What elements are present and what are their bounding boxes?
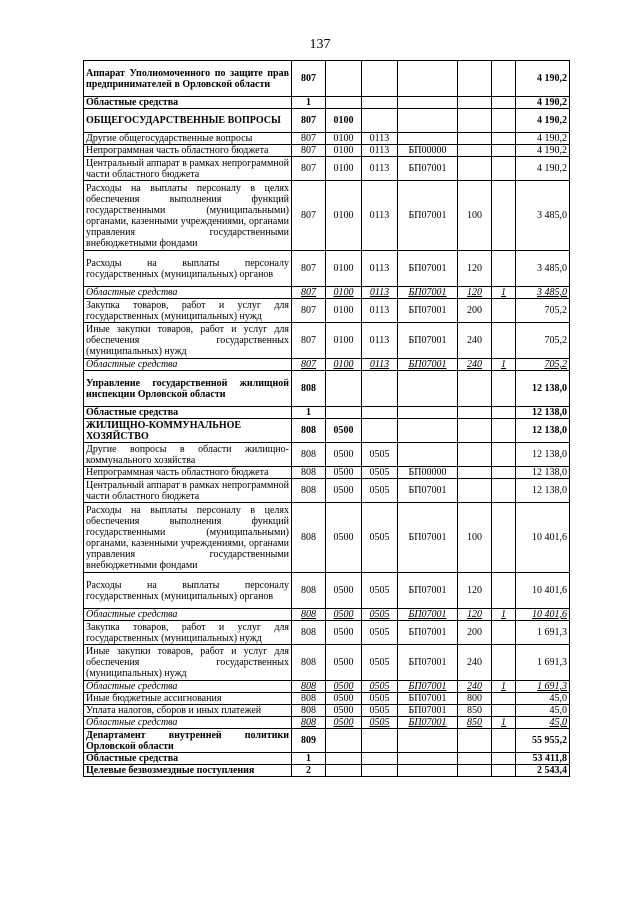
row-amount-cell: 705,2 (516, 359, 570, 371)
row-source-cell: 1 (492, 287, 516, 299)
row-target-article-cell (398, 753, 458, 765)
row-source-cell (492, 573, 516, 609)
row-source-cell: 1 (492, 681, 516, 693)
row-subsection-cell: 0113 (362, 287, 398, 299)
row-target-article-cell: БП07001 (398, 681, 458, 693)
row-amount-cell: 1 691,3 (516, 645, 570, 681)
row-expense-type-cell: 100 (458, 181, 492, 251)
row-subsection-cell: 0505 (362, 609, 398, 621)
row-source-cell (492, 479, 516, 503)
row-source-cell (492, 133, 516, 145)
row-expense-type-cell (458, 407, 492, 419)
row-expense-type-cell: 850 (458, 705, 492, 717)
row-source-cell (492, 323, 516, 359)
row-target-article-cell: БП07001 (398, 705, 458, 717)
table-row (84, 287, 570, 299)
row-target-article-cell: БП07001 (398, 573, 458, 609)
page-number: 137 (309, 37, 331, 52)
row-source-cell (492, 251, 516, 287)
table-row (84, 323, 570, 359)
row-expense-type-cell: 200 (458, 621, 492, 645)
row-subsection-cell (362, 407, 398, 419)
row-amount-cell: 705,2 (516, 299, 570, 323)
table-row (84, 609, 570, 621)
row-expense-type-cell (458, 145, 492, 157)
row-subsection-cell: 0113 (362, 323, 398, 359)
row-source-cell: 1 (492, 609, 516, 621)
row-expense-type-cell (458, 443, 492, 467)
row-source-cell (492, 753, 516, 765)
row-target-article-cell (398, 61, 458, 97)
row-subsection-cell: 0505 (362, 573, 398, 609)
row-section-cell: 0100 (326, 287, 362, 299)
row-subsection-cell (362, 729, 398, 753)
table-row (84, 467, 570, 479)
row-admin-code-cell: 807 (292, 145, 326, 157)
row-name-cell: Аппарат Уполномоченного по защите прав предпринимателей в Орловской области (84, 61, 292, 97)
row-section-cell (326, 97, 362, 109)
row-source-cell (492, 157, 516, 181)
row-amount-cell: 2 543,4 (516, 765, 570, 777)
row-admin-code-cell: 808 (292, 681, 326, 693)
row-source-cell (492, 693, 516, 705)
row-admin-code-cell: 808 (292, 609, 326, 621)
row-amount-cell: 12 138,0 (516, 467, 570, 479)
table-row (84, 765, 570, 777)
row-section-cell (326, 729, 362, 753)
row-name-cell: Центральный аппарат в рамках непрограммной части областного бюджета (84, 479, 292, 503)
table-row (84, 97, 570, 109)
row-admin-code-cell: 807 (292, 157, 326, 181)
row-amount-cell: 1 691,3 (516, 681, 570, 693)
row-name-cell: Непрограммная часть областного бюджета (84, 467, 292, 479)
row-expense-type-cell (458, 371, 492, 407)
row-subsection-cell: 0505 (362, 621, 398, 645)
row-amount-cell: 4 190,2 (516, 97, 570, 109)
row-subsection-cell: 0505 (362, 645, 398, 681)
row-source-cell (492, 145, 516, 157)
row-amount-cell: 3 485,0 (516, 251, 570, 287)
table-row (84, 729, 570, 753)
row-section-cell: 0100 (326, 109, 362, 133)
row-target-article-cell: БП07001 (398, 645, 458, 681)
row-subsection-cell (362, 109, 398, 133)
row-subsection-cell (362, 61, 398, 97)
row-admin-code-cell: 807 (292, 181, 326, 251)
table-row (84, 299, 570, 323)
row-target-article-cell: БП07001 (398, 251, 458, 287)
row-admin-code-cell: 808 (292, 503, 326, 573)
row-target-article-cell: БП07001 (398, 287, 458, 299)
row-section-cell: 0500 (326, 503, 362, 573)
row-expense-type-cell: 240 (458, 681, 492, 693)
row-name-cell: Другие вопросы в области жилищно-коммунального хозяйства (84, 443, 292, 467)
row-name-cell: Департамент внутренней политики Орловской области (84, 729, 292, 753)
row-subsection-cell (362, 97, 398, 109)
row-expense-type-cell: 240 (458, 323, 492, 359)
row-section-cell: 0500 (326, 609, 362, 621)
row-expense-type-cell: 800 (458, 693, 492, 705)
row-source-cell (492, 109, 516, 133)
table-row (84, 251, 570, 287)
budget-table (83, 60, 570, 777)
row-amount-cell: 12 138,0 (516, 371, 570, 407)
row-section-cell (326, 765, 362, 777)
table-row (84, 181, 570, 251)
row-admin-code-cell: 808 (292, 645, 326, 681)
row-target-article-cell (398, 109, 458, 133)
row-name-cell: Расходы на выплаты персоналу государственных (муниципальных) органов (84, 573, 292, 609)
row-name-cell: Иные бюджетные ассигнования (84, 693, 292, 705)
row-expense-type-cell: 120 (458, 251, 492, 287)
row-target-article-cell (398, 765, 458, 777)
row-subsection-cell (362, 765, 398, 777)
row-name-cell: Расходы на выплаты персоналу в целях обеспечения выполнения функций государственными (муниципальными) органами, казенными учреждениями, органами управления государственными внебюджетными фондами (84, 503, 292, 573)
row-name-cell: Областные средства (84, 97, 292, 109)
row-target-article-cell (398, 133, 458, 145)
row-name-cell: Областные средства (84, 681, 292, 693)
row-subsection-cell: 0505 (362, 717, 398, 729)
table-row (84, 133, 570, 145)
table-row (84, 573, 570, 609)
row-admin-code-cell: 808 (292, 693, 326, 705)
row-source-cell: 1 (492, 717, 516, 729)
row-section-cell: 0500 (326, 621, 362, 645)
table-row (84, 753, 570, 765)
row-section-cell: 0100 (326, 157, 362, 181)
row-admin-code-cell: 2 (292, 765, 326, 777)
row-source-cell (492, 407, 516, 419)
row-source-cell (492, 705, 516, 717)
row-admin-code-cell: 809 (292, 729, 326, 753)
row-amount-cell: 10 401,6 (516, 609, 570, 621)
row-section-cell (326, 753, 362, 765)
row-subsection-cell: 0505 (362, 503, 398, 573)
row-amount-cell: 53 411,8 (516, 753, 570, 765)
row-target-article-cell (398, 729, 458, 753)
row-amount-cell: 12 138,0 (516, 479, 570, 503)
row-name-cell: Областные средства (84, 407, 292, 419)
row-name-cell: Закупка товаров, работ и услуг для государственных (муниципальных) нужд (84, 299, 292, 323)
row-expense-type-cell (458, 109, 492, 133)
row-subsection-cell (362, 371, 398, 407)
row-admin-code-cell: 808 (292, 705, 326, 717)
row-amount-cell: 45,0 (516, 693, 570, 705)
row-admin-code-cell: 807 (292, 61, 326, 97)
row-target-article-cell: БП07001 (398, 693, 458, 705)
table-row (84, 359, 570, 371)
row-amount-cell: 4 190,2 (516, 133, 570, 145)
row-section-cell (326, 61, 362, 97)
row-name-cell: ЖИЛИЩНО-КОММУНАЛЬНОЕ ХОЗЯЙСТВО (84, 419, 292, 443)
row-section-cell: 0500 (326, 645, 362, 681)
row-section-cell: 0100 (326, 359, 362, 371)
row-expense-type-cell: 120 (458, 573, 492, 609)
row-subsection-cell: 0113 (362, 133, 398, 145)
row-name-cell: Непрограммная часть областного бюджета (84, 145, 292, 157)
row-section-cell: 0500 (326, 705, 362, 717)
row-source-cell (492, 645, 516, 681)
table-row (84, 157, 570, 181)
row-expense-type-cell: 240 (458, 645, 492, 681)
row-target-article-cell: БП07001 (398, 157, 458, 181)
row-expense-type-cell (458, 133, 492, 145)
row-name-cell: Центральный аппарат в рамках непрограммной части областного бюджета (84, 157, 292, 181)
row-name-cell: Областные средства (84, 717, 292, 729)
row-subsection-cell: 0113 (362, 145, 398, 157)
row-amount-cell: 12 138,0 (516, 443, 570, 467)
table-row (84, 621, 570, 645)
row-target-article-cell (398, 407, 458, 419)
row-admin-code-cell: 808 (292, 621, 326, 645)
row-expense-type-cell: 120 (458, 287, 492, 299)
row-expense-type-cell (458, 157, 492, 181)
table-row (84, 479, 570, 503)
row-admin-code-cell: 807 (292, 359, 326, 371)
row-expense-type-cell: 200 (458, 299, 492, 323)
row-admin-code-cell: 807 (292, 251, 326, 287)
row-subsection-cell: 0113 (362, 157, 398, 181)
row-amount-cell: 45,0 (516, 717, 570, 729)
row-name-cell: Областные средства (84, 359, 292, 371)
table-row (84, 443, 570, 467)
row-section-cell: 0500 (326, 693, 362, 705)
table-row (84, 371, 570, 407)
row-subsection-cell: 0505 (362, 681, 398, 693)
row-source-cell (492, 503, 516, 573)
row-admin-code-cell: 807 (292, 323, 326, 359)
row-amount-cell: 10 401,6 (516, 503, 570, 573)
row-subsection-cell: 0505 (362, 693, 398, 705)
table-row (84, 681, 570, 693)
row-source-cell (492, 299, 516, 323)
row-expense-type-cell (458, 765, 492, 777)
row-section-cell: 0100 (326, 133, 362, 145)
row-name-cell: Целевые безвозмездные поступления (84, 765, 292, 777)
row-name-cell: Областные средства (84, 609, 292, 621)
table-row (84, 61, 570, 97)
row-source-cell (492, 371, 516, 407)
row-target-article-cell (398, 97, 458, 109)
row-amount-cell: 705,2 (516, 323, 570, 359)
row-admin-code-cell: 808 (292, 467, 326, 479)
row-expense-type-cell: 850 (458, 717, 492, 729)
row-target-article-cell: БП07001 (398, 479, 458, 503)
row-admin-code-cell: 808 (292, 717, 326, 729)
row-target-article-cell: БП07001 (398, 323, 458, 359)
row-target-article-cell (398, 443, 458, 467)
row-section-cell: 0100 (326, 323, 362, 359)
row-subsection-cell: 0505 (362, 443, 398, 467)
row-amount-cell: 55 955,2 (516, 729, 570, 753)
row-amount-cell: 12 138,0 (516, 419, 570, 443)
row-target-article-cell: БП00000 (398, 145, 458, 157)
row-amount-cell: 45,0 (516, 705, 570, 717)
row-amount-cell: 1 691,3 (516, 621, 570, 645)
row-admin-code-cell: 808 (292, 573, 326, 609)
row-admin-code-cell: 1 (292, 753, 326, 765)
row-admin-code-cell: 807 (292, 109, 326, 133)
row-target-article-cell: БП07001 (398, 621, 458, 645)
row-target-article-cell (398, 371, 458, 407)
table-row (84, 717, 570, 729)
row-name-cell: Уплата налогов, сборов и иных платежей (84, 705, 292, 717)
row-amount-cell: 4 190,2 (516, 145, 570, 157)
row-name-cell: Расходы на выплаты персоналу государственных (муниципальных) органов (84, 251, 292, 287)
row-source-cell (492, 419, 516, 443)
row-target-article-cell: БП07001 (398, 609, 458, 621)
row-target-article-cell (398, 419, 458, 443)
table-row (84, 407, 570, 419)
row-name-cell: Иные закупки товаров, работ и услуг для обеспечения государственных (муниципальных) нужд (84, 323, 292, 359)
row-target-article-cell: БП07001 (398, 503, 458, 573)
row-expense-type-cell: 100 (458, 503, 492, 573)
row-section-cell (326, 371, 362, 407)
row-amount-cell: 3 485,0 (516, 287, 570, 299)
row-section-cell (326, 407, 362, 419)
row-admin-code-cell: 808 (292, 479, 326, 503)
row-name-cell: Областные средства (84, 287, 292, 299)
table-row (84, 645, 570, 681)
row-source-cell (492, 729, 516, 753)
table-row (84, 693, 570, 705)
row-source-cell (492, 467, 516, 479)
row-subsection-cell (362, 419, 398, 443)
row-subsection-cell: 0505 (362, 705, 398, 717)
row-expense-type-cell (458, 97, 492, 109)
row-section-cell: 0100 (326, 181, 362, 251)
row-target-article-cell: БП07001 (398, 717, 458, 729)
row-name-cell: Областные средства (84, 753, 292, 765)
table-row (84, 145, 570, 157)
row-subsection-cell: 0113 (362, 181, 398, 251)
row-amount-cell: 3 485,0 (516, 181, 570, 251)
row-section-cell: 0500 (326, 717, 362, 729)
row-section-cell: 0500 (326, 573, 362, 609)
row-expense-type-cell: 120 (458, 609, 492, 621)
budget-table-body (84, 61, 570, 777)
row-section-cell: 0500 (326, 479, 362, 503)
row-name-cell: Управление государственной жилищной инспекции Орловской области (84, 371, 292, 407)
row-name-cell: Расходы на выплаты персоналу в целях обеспечения выполнения функций государственными (муниципальными) органами, казенными учреждениями, органами управления государственными внебюджетными фондами (84, 181, 292, 251)
row-admin-code-cell: 808 (292, 443, 326, 467)
row-source-cell (492, 765, 516, 777)
row-source-cell (492, 61, 516, 97)
row-name-cell: Другие общегосударственные вопросы (84, 133, 292, 145)
row-subsection-cell: 0505 (362, 467, 398, 479)
row-amount-cell: 4 190,2 (516, 157, 570, 181)
row-expense-type-cell: 240 (458, 359, 492, 371)
row-expense-type-cell (458, 467, 492, 479)
row-subsection-cell: 0113 (362, 359, 398, 371)
row-source-cell (492, 181, 516, 251)
row-target-article-cell: БП07001 (398, 359, 458, 371)
row-admin-code-cell: 807 (292, 133, 326, 145)
row-amount-cell: 10 401,6 (516, 573, 570, 609)
row-name-cell: Закупка товаров, работ и услуг для государственных (муниципальных) нужд (84, 621, 292, 645)
row-subsection-cell: 0113 (362, 299, 398, 323)
row-expense-type-cell (458, 479, 492, 503)
row-expense-type-cell (458, 61, 492, 97)
row-amount-cell: 4 190,2 (516, 109, 570, 133)
row-name-cell: ОБЩЕГОСУДАРСТВЕННЫЕ ВОПРОСЫ (84, 109, 292, 133)
row-section-cell: 0500 (326, 443, 362, 467)
table-row (84, 503, 570, 573)
row-target-article-cell: БП07001 (398, 299, 458, 323)
row-subsection-cell: 0505 (362, 479, 398, 503)
row-section-cell: 0500 (326, 419, 362, 443)
table-row (84, 419, 570, 443)
row-amount-cell: 12 138,0 (516, 407, 570, 419)
row-subsection-cell (362, 753, 398, 765)
row-source-cell (492, 97, 516, 109)
row-source-cell: 1 (492, 359, 516, 371)
row-admin-code-cell: 807 (292, 287, 326, 299)
row-expense-type-cell (458, 753, 492, 765)
row-amount-cell: 4 190,2 (516, 61, 570, 97)
row-expense-type-cell (458, 419, 492, 443)
row-subsection-cell: 0113 (362, 251, 398, 287)
row-admin-code-cell: 1 (292, 407, 326, 419)
row-admin-code-cell: 807 (292, 299, 326, 323)
row-section-cell: 0100 (326, 145, 362, 157)
row-admin-code-cell: 808 (292, 419, 326, 443)
row-source-cell (492, 621, 516, 645)
table-row (84, 705, 570, 717)
row-target-article-cell: БП07001 (398, 181, 458, 251)
row-admin-code-cell: 1 (292, 97, 326, 109)
row-expense-type-cell (458, 729, 492, 753)
row-admin-code-cell: 808 (292, 371, 326, 407)
row-section-cell: 0500 (326, 467, 362, 479)
table-row (84, 109, 570, 133)
row-section-cell: 0100 (326, 299, 362, 323)
row-section-cell: 0100 (326, 251, 362, 287)
row-section-cell: 0500 (326, 681, 362, 693)
row-name-cell: Иные закупки товаров, работ и услуг для обеспечения государственных (муниципальных) нужд (84, 645, 292, 681)
row-target-article-cell: БП00000 (398, 467, 458, 479)
row-source-cell (492, 443, 516, 467)
